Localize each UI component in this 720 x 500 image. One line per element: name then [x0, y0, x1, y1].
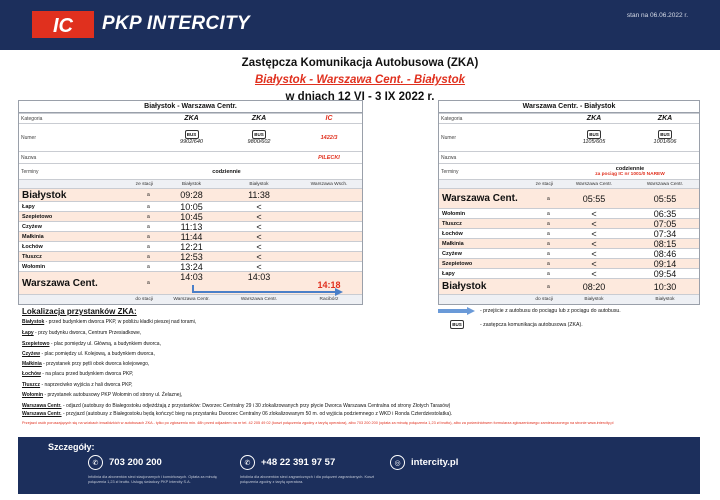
time-cell: 14:03 — [247, 272, 271, 282]
location-desc: - przy budynku dworca, Centrum Przesiadkowe, — [33, 330, 142, 336]
footer — [18, 437, 700, 494]
station-name: Białystok — [22, 189, 67, 201]
row-nazwa — [19, 151, 362, 163]
time-cell: < — [256, 251, 262, 262]
phone-icon: ✆ — [88, 455, 103, 470]
arrival-indicator: a — [547, 195, 550, 202]
station-row — [439, 238, 699, 248]
station-name: Tłuszcz — [442, 220, 462, 227]
disclaimer-text: Przejazd osób poruszających się na wózkach inwalidzkich w autobusach ZKA - tylko po zgłoszeniu min. 48h przed odjazdem na nr tel. 42 205 49 02 (koszt połączenia zgodny z taryfą operatora), albo 703 200 200 (opłata za minutę połączenia 1,23 zł brutto), albo za pośrednictwem formularza zgłoszeniowego zamieszczonego na stronie www.intercity.pl — [22, 421, 614, 425]
col1-category: ZKA — [586, 115, 602, 122]
phone-link-2[interactable] — [240, 455, 335, 470]
arrival-indicator: a — [147, 243, 150, 250]
terminy-note: za pociąg IC nr 1001/0 NAREW — [595, 171, 665, 177]
arrival-indicator: a — [147, 203, 150, 210]
station-row — [19, 211, 362, 221]
arrival-indicator: a — [547, 220, 550, 227]
time-cell — [294, 232, 364, 241]
time-cell: 08:20 — [582, 281, 606, 292]
table-title: Białystok - Warszawa Centr. — [19, 101, 362, 113]
timetable-outbound — [18, 100, 363, 305]
station-row — [19, 261, 362, 271]
station-name: Łochów — [22, 243, 43, 250]
station-name: Łapy — [22, 203, 35, 210]
time-cell: < — [591, 208, 597, 219]
col1-to: Warszawa Centr. — [173, 297, 210, 302]
col3-category: IC — [325, 115, 333, 122]
time-cell — [294, 189, 364, 201]
station-row — [19, 188, 362, 201]
label-to: do stacji — [535, 297, 553, 302]
station-name: Czyżew — [22, 223, 42, 230]
footer-note-1: Infolinia dla abonentów sieci stacjonarnych i komórkowych. Opłata za minutę połączenia 1,23 zł brutto. Usługę świadczy PKP Intercity S.A. — [88, 475, 217, 484]
location-name: Wołomin — [22, 392, 44, 398]
location-desc: - przystanek autobusowy PKP Wołomin od strony ul. Żelaznej, — [43, 392, 183, 398]
time-cell: < — [591, 238, 597, 249]
page-title: Zastępcza Komunikacja Autobusowa (ZKA) — [241, 57, 479, 69]
legend-transfer-text: - przejście z autobusu do pociągu lub z pociągu do autobusu. — [480, 308, 621, 314]
station-name: Białystok — [442, 281, 487, 292]
time-cell — [294, 222, 364, 231]
location-item — [22, 411, 682, 418]
time-cell — [294, 202, 364, 211]
label-kategoria: Kategoria — [441, 115, 463, 122]
row-numer — [19, 123, 362, 151]
location-item — [22, 330, 682, 337]
transfer-arrow-icon — [189, 283, 349, 297]
location-item — [22, 392, 682, 399]
station-name: Szepietowo — [22, 213, 53, 220]
station-row — [19, 201, 362, 211]
bus-icon: BUS — [185, 130, 199, 139]
station-name: Czyżew — [442, 250, 462, 257]
location-name: Łochów — [22, 371, 41, 377]
locations-title: Lokalizacja przystanków ZKA: — [22, 307, 137, 316]
col1-from: Warszawa Centr. — [575, 181, 613, 187]
station-row — [19, 221, 362, 231]
station-name: Łochów — [442, 230, 463, 237]
table-title: Warszawa Centr. - Białystok — [439, 101, 699, 113]
arrival-indicator: a — [147, 253, 150, 260]
time-cell: 11:38 — [248, 190, 270, 200]
col2-category: ZKA — [251, 115, 267, 122]
col1-number: 9902/640 — [180, 139, 203, 145]
col2-from: Warszawa Centr. — [646, 181, 684, 187]
time-cell: < — [256, 221, 262, 232]
time-cell: 13:24 — [180, 261, 203, 272]
logo-text: IC — [53, 15, 73, 37]
time-cell: 05:55 — [582, 193, 606, 204]
col2-to: Białystok — [655, 297, 675, 302]
brand-name: PKP INTERCITY — [102, 13, 250, 34]
label-numer: Numer — [441, 134, 457, 141]
station-row — [439, 248, 699, 258]
web-link[interactable] — [390, 455, 458, 470]
location-name: Tłuszcz — [22, 382, 41, 388]
legend-bus — [438, 320, 583, 329]
location-desc: - plac pomiędzy ul. Kolejową, a budynkiem dworca, — [40, 351, 155, 357]
time-cell: 14:18 — [317, 280, 341, 290]
bus-icon: BUS — [252, 130, 266, 139]
location-name: Białystok — [22, 319, 45, 325]
location-name: Warszawa Centr. — [22, 403, 62, 409]
time-cell: 12:53 — [180, 251, 203, 262]
arrival-indicator: a — [547, 283, 550, 290]
label-to: do stacji — [135, 297, 153, 302]
location-item — [22, 382, 682, 389]
location-desc: - odjazd (autobusy do Białegostoku odjeżdżają z przystanków: Dworzec Centralny 29 i 30 zlokalizowanych przy płycie Dworca Warszawa Centralna od strony Złotych Tarasów) — [61, 403, 451, 409]
location-item — [22, 351, 682, 358]
col3-name: PILECKI — [318, 154, 340, 161]
location-item — [22, 403, 682, 410]
bus-icon: BUS — [658, 130, 672, 139]
col2-from: Białystok — [249, 181, 269, 187]
time-cell: 12:21 — [180, 241, 203, 252]
transfer-arrow-icon — [438, 307, 476, 315]
phone-icon: ✆ — [240, 455, 255, 470]
label-kategoria: Kategoria — [21, 115, 43, 122]
station-name: Małkinia — [22, 233, 44, 240]
col2-to: Warszawa Centr. — [240, 297, 278, 302]
col2-number: 1001/606 — [653, 139, 677, 145]
time-cell: < — [591, 218, 597, 229]
station-row — [439, 258, 699, 268]
station-row — [439, 278, 699, 294]
col1-number: 1105/605 — [582, 139, 606, 145]
arrival-indicator: a — [547, 210, 550, 217]
time-cell: 14:03 — [180, 272, 203, 282]
globe-icon: ◎ — [390, 455, 405, 470]
label-numer: Numer — [21, 134, 37, 141]
timetable-inbound — [438, 100, 700, 305]
location-desc: - plac pomiędzy ul. Główną, a budynkiem dworca, — [49, 341, 161, 347]
time-cell: 11:13 — [180, 221, 203, 232]
arrival-indicator: a — [547, 230, 550, 237]
station-row — [19, 251, 362, 261]
footer-title: Szczegóły: — [48, 442, 95, 452]
location-item — [22, 341, 682, 348]
time-cell: < — [591, 228, 597, 239]
bus-icon: BUS — [450, 320, 464, 329]
time-cell: < — [256, 211, 262, 222]
arrival-indicator: a — [147, 223, 150, 230]
legend-transfer — [438, 307, 621, 315]
station-row — [19, 241, 362, 251]
time-cell: < — [591, 248, 597, 259]
row-from — [439, 179, 699, 188]
time-cell: < — [256, 241, 262, 252]
label-from: ze stacji — [535, 181, 553, 187]
row-terminy — [19, 163, 362, 179]
col1-from: Białystok — [181, 181, 202, 187]
station-name: Szepietowo — [442, 260, 473, 267]
arrival-indicator: a — [147, 192, 150, 198]
time-cell: 07:05 — [653, 218, 677, 229]
bus-icon: BUS — [587, 130, 601, 139]
arrival-indicator: a — [547, 270, 550, 277]
location-desc: - przystanek przy pętli obok dworca kolejowego, — [41, 361, 150, 367]
row-kategoria — [439, 113, 699, 123]
station-name: Małkinia — [442, 240, 464, 247]
location-item — [22, 361, 682, 368]
location-name: Małkinia — [22, 361, 42, 367]
time-cell: 05:55 — [653, 193, 677, 204]
time-cell: < — [256, 261, 262, 272]
date-range: w dniach 12 VI - 3 IX 2022 r. — [285, 91, 435, 103]
time-cell — [294, 252, 364, 261]
arrival-indicator: a — [147, 233, 150, 240]
label-from: ze stacji — [135, 181, 153, 187]
station-row — [19, 231, 362, 241]
time-cell: < — [591, 268, 597, 279]
location-name: Czyżew — [22, 351, 41, 357]
col2-category: ZKA — [657, 115, 673, 122]
col3-to: Racibórz — [319, 297, 339, 302]
time-cell: 07:34 — [653, 228, 677, 239]
station-row — [439, 218, 699, 228]
time-cell — [294, 212, 364, 221]
time-cell: < — [256, 201, 262, 212]
station-name: Tłuszcz — [22, 253, 42, 260]
time-cell: 09:28 — [180, 190, 203, 200]
station-row — [439, 188, 699, 208]
intercity-logo — [32, 11, 94, 38]
label-nazwa: Nazwa — [441, 154, 457, 161]
time-cell — [294, 262, 364, 271]
arrival-indicator: a — [547, 250, 550, 257]
station-row — [439, 228, 699, 238]
time-cell: 09:54 — [653, 268, 677, 279]
row-from — [19, 179, 362, 188]
web-address: intercity.pl — [411, 457, 459, 468]
time-cell: 10:30 — [653, 281, 677, 292]
location-desc: - przyjazd (autobusy z Białegostoku będą kończyć bieg na przystanku Dworzec Centralny 06 zlokalizowanym 50 m. od wyjścia podziemnego z WKD i Ronda Czterdziestolatka). — [61, 411, 453, 417]
location-desc: - naprzeciwko wyjścia z hali dworca PKP, — [40, 382, 133, 388]
row-terminy — [439, 163, 699, 179]
col2-number: 9800/602 — [247, 139, 271, 145]
time-cell: 09:14 — [653, 258, 677, 269]
station-name: Wołomin — [442, 210, 466, 217]
location-name: Warszawa Centr. — [22, 411, 62, 417]
time-cell: < — [591, 258, 597, 269]
location-name: Łapy — [22, 330, 34, 336]
phone-number-2: +48 22 391 97 57 — [261, 457, 336, 468]
page-titles — [0, 55, 720, 106]
time-cell: 08:46 — [653, 248, 677, 259]
col1-category: ZKA — [184, 115, 199, 122]
route-title: Białystok - Warszawa Cent. - Białystok — [254, 74, 466, 86]
time-cell: 10:05 — [180, 201, 203, 212]
time-cell: 10:45 — [180, 211, 203, 222]
terminy-value: codziennie — [212, 168, 241, 175]
arrival-indicator: a — [547, 240, 550, 247]
label-nazwa: Nazwa — [21, 154, 37, 161]
col3-from: Warszawa Wsch. — [310, 181, 348, 187]
col1-to: Białystok — [584, 297, 604, 302]
station-name: Wołomin — [22, 263, 46, 270]
row-numer — [439, 123, 699, 151]
location-name: Szepietowo — [22, 341, 50, 347]
station-name: Łapy — [442, 270, 455, 277]
time-cell: 06:35 — [653, 208, 677, 219]
arrival-indicator: a — [147, 280, 150, 286]
arrival-indicator: a — [147, 213, 150, 220]
phone-number-1: 703 200 200 — [109, 457, 162, 468]
col3-number: 1422/3 — [320, 134, 338, 141]
row-kategoria — [19, 113, 362, 123]
station-row — [439, 268, 699, 278]
station-name: Warszawa Cent. — [442, 193, 518, 204]
legend-bus-text: - zastępcza komunikacja autobusowa (ZKA). — [480, 321, 583, 328]
row-to — [439, 294, 699, 304]
time-cell: 08:15 — [653, 238, 677, 249]
station-row — [439, 208, 699, 218]
label-terminy: Terminy — [441, 168, 459, 175]
row-nazwa — [439, 151, 699, 163]
label-terminy: Terminy — [21, 168, 39, 175]
header-bar — [0, 0, 720, 50]
arrival-indicator: a — [147, 263, 150, 270]
time-cell: 11:44 — [180, 231, 203, 242]
arrival-indicator: a — [547, 260, 550, 267]
location-desc: - przed budynkiem dworca PKP, w pobliżu kładki pieszej nad torami, — [44, 319, 197, 325]
location-item — [22, 319, 682, 326]
status-date: stan na 06.06.2022 r. — [626, 12, 688, 19]
time-cell — [294, 242, 364, 251]
footer-note-2: Infolinia dla abonentów sieci zagranicznych i dla połączeń zagranicznych. Koszt połączenia zgodny z taryfą operatora. — [240, 475, 375, 484]
location-item — [22, 371, 682, 378]
location-desc: - na placu przed budynkiem dworca PKP, — [40, 371, 134, 377]
terminy-value: codziennie — [615, 165, 645, 172]
station-name: Warszawa Cent. — [22, 277, 98, 289]
time-cell: < — [256, 231, 262, 242]
phone-link-1[interactable] — [88, 455, 162, 470]
